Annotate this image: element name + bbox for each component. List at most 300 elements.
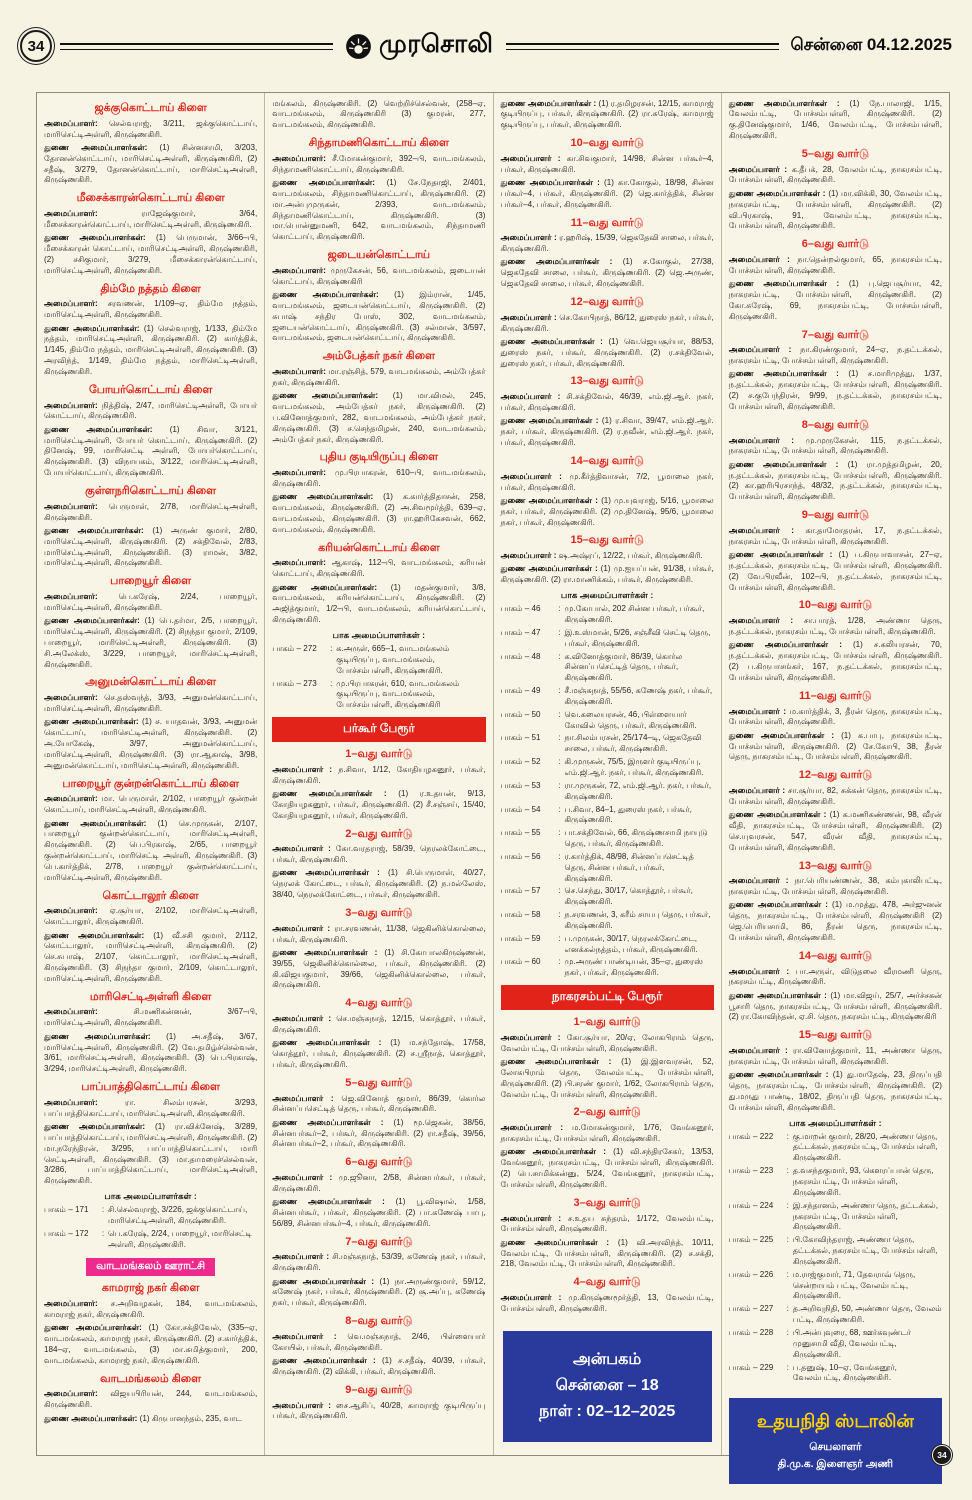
paagam-number: பாகம் – 60 [500, 957, 541, 967]
paagam-row [501, 686, 714, 708]
paragraph-label: துணை அமைப்பாளர்கள் : [728, 98, 840, 108]
paagam-text: கி.முருகன், 75/5, இருளர் குடியிருப்பு, எம்.ஜி.ஆர். நகர், பர்கூர், கிருஷ்ணகிரி. [564, 757, 704, 777]
member-paragraph [272, 367, 485, 389]
member-paragraph [44, 299, 257, 321]
page-number-badge: 34 [20, 30, 52, 62]
member-paragraph [729, 991, 942, 1024]
paragraph-label: அமைப்பாளர்: [44, 693, 98, 703]
branch-heading: 9–வது வார்டு [801, 509, 869, 522]
member-paragraph [272, 1332, 485, 1354]
paragraph-text: (1) சிவா, 3/121, மாரிசெட்டிஅள்ளி, போயர் கொட்டாய், கிருஷ்ணகிரி. (2) தினேஷ், 99, மாரிசெட்டி அள்ளி, போயர்கொட்டாய், கிருஷ்ணகிரி. (3) விநாயகம், 3/122, மாரிசெட்டிஅள்ளி, போயர்கொட்டாய், கிருஷ்ணகிரி. [44, 424, 258, 478]
signature-box [729, 1398, 942, 1484]
paragraph-label: துணை அமைப்பாளர்கள் : [728, 459, 839, 469]
paagam-row [729, 1328, 942, 1361]
paagam-text: ர.கார்த்திக், 48/98, சின்னப்பசெட்டித் தெரு, சின்ன பர்கூர், பர்கூர், கிருஷ்ணகிரி. [564, 851, 694, 883]
paagam-colon: : [558, 957, 561, 967]
paragraph-text: நா.கிரண்குமார், 24–ஏ, ந.தட்டக்கல், நாகரசம்பட்டி, போச்சம்பள்ளி, கிருஷ்ணகிரி. [728, 345, 942, 366]
paragraph-text: ரா.சரவணன், 11/38, ஜெகினிக்கொல்லை, பர்கூர், கிருஷ்ணகிரி. [272, 923, 486, 944]
paragraph-text: வெ.மஞ்சுநாத், 2/46, பிள்ளையார் கோயில், பர்கூர், கிருஷ்ணகிரி. [272, 1331, 486, 1352]
member-paragraph [44, 906, 257, 928]
paagam-colon: : [786, 1131, 789, 1141]
paagam-row [272, 644, 485, 677]
paragraph-label: அமைப்பாளர் : [500, 1213, 562, 1223]
paragraph-label: அமைப்பாளர் : [272, 764, 333, 774]
paragraph-text: (1) ர.தமிழரசன், 12/15, காமராஜ் குடியிருப்பு, பர்கூர், கிருஷ்ணகிரி. (2) ரா.சுரேஷ், காமராஜ் குடியிருப்பு, பர்கூர், கிருஷ்ணகிரி. [500, 98, 714, 130]
paagam-number: பாகம் – 49 [500, 686, 541, 696]
member-paragraph [501, 257, 714, 290]
paragraph-text: (1) க.கார்த்திதாசன், 258, வாடமங்கலம், கிருஷ்ணகிரி. (2) அ.சிவமூர்த்தி, 639–ஏ, வாடமங்கலம், கிருஷ்ணகிரி. (3) ரா.ஹரிகேசவன், 662, வாடமங்கலம், கிருஷ்ணகிரி. [272, 492, 486, 534]
paragraph-text: (1) மூ.ஜெகன், 38/56, சின்னபர்கூர்–2, பர்கூர், கிருஷ்ணகிரி. (2) ரா.சதீஷ், 39/56, சின்னபர்கூர்–2, பர்கூர், கிருஷ்ணகிரி. [272, 1117, 486, 1149]
member-paragraph [729, 99, 942, 142]
paragraph-label: துணை அமைப்பாளர்கள் : [500, 416, 599, 426]
member-paragraph [44, 119, 257, 141]
member-paragraph [272, 178, 485, 243]
member-paragraph [729, 550, 942, 593]
paragraph-text: சி.மணிகன்னன், 3/67–பி, மாரிசெட்டிஅள்ளி, கிருஷ்ணகிரி. [44, 1007, 258, 1028]
column-1 [37, 93, 265, 1455]
branch-heading: 5–வது வார்டு [801, 147, 869, 160]
paagam-text: த.அறிவுநிதி, 50, அண்ணா தெரு, வேலம் பட்டி, கிருஷ்ணகிரி. [792, 1304, 942, 1325]
paragraph-label: அமைப்பாளர்: [44, 1299, 98, 1309]
paragraph-label: துணை அமைப்பாளர்கள்: [44, 717, 139, 727]
paragraph-label: அமைப்பாளர்: [44, 1007, 98, 1017]
member-paragraph [272, 868, 485, 901]
paragraph-text: நா.தென்றல்குமார், 65, நாகரசம்பட்டி, போச்சம்பள்ளி, கிருஷ்ணகிரி. [728, 254, 942, 275]
member-paragraph [501, 1057, 714, 1100]
paragraph-label: அமைப்பாளர்: [272, 468, 326, 478]
paagam-text: பெ.கரேஷ், 2/24, பாறையூர், மாரிசெட்டி அள்ளி, கிருஷ்ணகிரி. [108, 1228, 252, 1249]
address-box-line: அன்பகம் [572, 1350, 642, 1368]
paragraph-label: துணை அமைப்பாளர்கள்: [272, 289, 379, 299]
paagam-number: பாகம் – 54 [500, 804, 541, 814]
paragraph-label: துணை அமைப்பாளர்கள் : [500, 1237, 610, 1247]
member-paragraph [729, 707, 942, 729]
paragraph-text: (1) கா.கோகுல், 18/98, சின்ன பர்கூர்–4, பர்கூர், கிருஷ்ணகிரி. (2) ஜெ.கார்த்திக், சின்ன பர்கூர்–4, பர்கூர், கிருஷ்ணகிரி. [500, 177, 714, 209]
paagam-number: பாகம் – 227 [728, 1304, 774, 1314]
paragraph-text: ம.மோகன்குமார், 1/76, வேங்கனூர், நாகரசம்பட்டி, போச்சம்பள்ளி, கிருஷ்ணகிரி. [500, 1123, 714, 1144]
paragraph-text: (1) சி.பெருமாள், 40/27, நெரலக் கோட்டை, பர்கூர், கிருஷ்ணகிரி. (2) ந.மல்லேஸ், 38/40, நெரலக்கோட்டை, பர்கூர், கிருஷ்ணகிரி. [272, 868, 486, 900]
paragraph-text: (1) வி.அரவிந்த், 10/11, வேலம்பட்டி, போச்சம்பள்ளி, கிருஷ்ணகிரி. (2) ச.சக்தி, 218, வேலம்பட்டி, போச்சம்பள்ளி, கிருஷ்ணகிரி. [500, 1237, 714, 1269]
paragraph-text: (1) வெ.ஜெயசூர்யா, 88/53, துரைஸ் நகர், பர்கூர், கிருஷ்ணகிரி. (2) ர.சக்திவேல், துரைஸ் நகர், பர்கூர், கிருஷ்ணகிரி. [500, 336, 714, 368]
paragraph-text: ஆகாஷ், 112–பி, வாடமங்கலம், கரியன் கொட்டாய், கிருஷ்ணகிரி. [272, 558, 486, 579]
paagam-number: பாகம் – 55 [500, 828, 541, 838]
branch-heading: புதிய குடியிருப்பு கிளை [319, 451, 439, 464]
paagam-colon: : [101, 1205, 105, 1215]
address-box-line: சென்னை – 18 [555, 1377, 659, 1395]
member-paragraph [729, 1046, 942, 1068]
branch-heading: போயர்கொட்டாய் கிளை [88, 383, 213, 396]
paragraph-text: (1) ர.சிவா, 39/47, எம்.ஜி.ஆர். நகர், பர்கூர், கிருஷ்ணகிரி. (2) ர.நவீன், எம்.ஜி.ஆர். நகர், பர்கூர், கிருஷ்ணகிரி. [500, 416, 714, 448]
paragraph-text: (1) மு.ஐயப்பன், 91/38, பர்கூர், கிருஷ்ணகிரி. (2) ரா.மாணிக்கம், பர்கூர், கிருஷ்ணகிரி. [500, 564, 714, 585]
paragraph-label: துணை அமைப்பாளர்கள்: [44, 142, 148, 152]
paagam-row [501, 886, 714, 908]
paagam-number: பாகம் – 224 [728, 1200, 774, 1210]
paagam-number: பாகம் – 48 [500, 651, 541, 661]
paagam-number: பாகம் – 46 [500, 604, 541, 614]
paagam-row [501, 710, 714, 732]
paragraph-text: (1) மா.விக்கி, 30, வேலம்பட்டி, நாகரசம்பட்டி, போச்சம்பள்ளி, கிருஷ்ணகிரி. (2) வி.பிரகாஷ், 91, வேலம்பட்டி, நாகரசம்பட்டி, போச்சம்பள்ளி, கிருஷ்ணகிரி. [728, 188, 943, 231]
member-paragraph [272, 924, 485, 946]
paagam-colon: : [558, 851, 561, 861]
paragraph-label: அமைப்பாளர் : [272, 1331, 337, 1341]
member-paragraph [272, 1038, 485, 1071]
member-paragraph [272, 1118, 485, 1151]
paagam-row [272, 679, 485, 712]
member-paragraph [272, 1094, 485, 1116]
paragraph-label: அமைப்பாளர் : [500, 471, 562, 481]
branch-heading: 13–வது வார்டு [570, 375, 644, 388]
member-paragraph [272, 558, 485, 580]
paagam-text: வெ.கலையரசன், 46, பிள்ளையார் கோவில் தெரு, பர்கூர், கிருஷ்ணகிரி. [564, 709, 697, 730]
paragraph-label: துணை அமைப்பாளர்கள்: [44, 525, 144, 535]
paagam-text: மு.அருண் பாண்டியன், 35–ஏ, துரைஸ் நகர், பர்கூர், கிருஷ்ணகிரி. [564, 957, 703, 978]
paagam-text: மு.பிரபாகரன், 610, வாடமங்கலம் குடியிருப்பு, வாடமங்கலம், போச்சம்பள்ளி, கிருஷ்ணகிரி [336, 678, 460, 710]
paragraph-label: துணை அமைப்பாளர்கள்: [44, 1413, 138, 1423]
column-4 [722, 93, 949, 1470]
member-paragraph [44, 324, 257, 378]
paragraph-label: அமைப்பாளர் : [500, 1032, 561, 1042]
branch-heading: 10–வது வார்டு [570, 137, 644, 150]
member-paragraph [729, 810, 942, 853]
paragraph-text: பெ.கரேஷ், 2/24, பாறையூர், மாரிசெட்டிஅள்ளி, கிருஷ்ணகிரி. [44, 592, 258, 612]
paragraph-label: துணை அமைப்பாளர்கள் : [272, 1356, 376, 1366]
paragraph-text: மங்கலம், கிருஷ்ணகிரி. (2) வெற்றிச்செல்வன், (258–ஏ, வாடமங்கலம், கிருஷ்ணகிரி (3) குமரன், 277, வாடமங்கலம், கிருஷ்ணகிரி. [272, 98, 486, 130]
paragraph-text: (1) சின்னசாமி, 3/203, தோனன்கொட்டாய், மாரிசெட்டிஅள்ளி, கிருஷ்ணகிரி, (2) சதீஷ், 3/279, தோனன்கொட்டாய், மாரிசெட்டிஅள்ளி, கிருஷ்ணகிரி. [44, 142, 258, 185]
paagam-number: பாகம் – 57 [500, 886, 541, 896]
member-paragraph [501, 337, 714, 370]
paagam-text: மு.கோபால், 202 சின்ன பர்கூர், பர்கூர், கிருஷ்ணகிரி. [564, 604, 705, 624]
paagam-text: க.அருள், 665–1, வாடமங்கலம் குடியிருப்பு, வாடமங்கலம், போச்சம்பள்ளி, கிருஷ்ணகிரி. [336, 643, 450, 675]
paragraph-label: துணை அமைப்பாளர்கள் : [500, 495, 598, 505]
paragraph-label: அமைப்பாளர் : [272, 844, 331, 854]
paagam-text: ம.ராஜ்குமார், 71, தேவராவ் தெரு, சென்றாயம் பட்டி, வேலம்பட்டி, கிருஷ்ணகிரி. [792, 1269, 916, 1301]
paragraph-label: அமைப்பாளர்: [44, 400, 98, 410]
member-paragraph [272, 492, 485, 535]
paragraph-label: துணை அமைப்பாளர்கள் : [272, 1197, 385, 1207]
paagam-number: பாகம் – 59 [500, 933, 541, 943]
paragraph-text: (1) செ.முருகன், 2/107, பாறையூர் குன்றன்கொட்டாய், மாரிசெட்டிஅள்ளி, கிருஷ்ணகிரி. (2) பெ.பிரகாஷ், 2/65, பாறையூர் குன்றன்கொட்டாய், மாரிசெட்டி அள்ளி, கிருஷ்ணகிரி. (3) பெ.கார்த்திக், 2/78, பாறையூர் குன்றன்கொட்டாய், மாரிசெட்டிஅள்ளி, கிருஷ்ணகிரி. [44, 818, 258, 882]
paragraph-text: மு.கிருஷ்ணமூர்த்தி, 13, வேலம்பட்டி, போச்சம்பள்ளி, கிருஷ்ணகிரி. [500, 1293, 714, 1313]
paragraph-label: அமைப்பாளர்: [44, 906, 98, 916]
member-paragraph [501, 99, 714, 132]
branch-heading: மீசைக்காரன்கொட்டாய் கிளை [76, 192, 225, 205]
paragraph-label: துணை அமைப்பாளர்கள்: [44, 930, 145, 940]
paragraph-label: துணை அமைப்பாளர்கள் : [272, 1117, 384, 1127]
paagam-colon: : [558, 804, 561, 814]
paragraph-text: கோ.சூர்யா, 20/ஏ, லோகபிராம் தெரு, வேலம்பட்டி, போச்சம்பள்ளி, கிருஷ்ணகிரி. [500, 1032, 714, 1053]
paagam-row [729, 1235, 942, 1268]
address-box [503, 1331, 712, 1442]
paragraph-text: நித்திஷ், 2/47, மாரிசெட்டிஅள்ளி, போயர் கொட்டாய், கிருஷ்ணகிரி. [44, 400, 258, 421]
paragraph-label: அமைப்பாளர் : [500, 312, 557, 322]
paragraph-label: துணை அமைப்பாளர்கள் : [500, 336, 603, 346]
paragraph-label: துணை அமைப்பாளர்கள் : [728, 369, 839, 379]
member-paragraph [44, 233, 257, 276]
paragraph-text: ந.சிவா, 1/12, கோதியழகனூர், பர்கூர், கிருஷ்ணகிரி. [272, 764, 486, 785]
panchayat-banner [44, 1256, 257, 1276]
paagam-colon: : [786, 1235, 789, 1245]
paragraph-text: (1) நா.அருண்குமார், 59/12, கணேஷ் நகர், பர்கூர், கிருஷ்ணகிரி. (2) சூ.அப்பு, கணேஷ் நகர், பர்கூர், கிருஷ்ணகிரி. [272, 1276, 486, 1308]
member-paragraph [501, 416, 714, 449]
member-paragraph [272, 1252, 485, 1274]
paagam-number: பாகம் – 50 [500, 709, 541, 719]
paragraph-label: அமைப்பாளர்: [272, 558, 326, 568]
member-paragraph [44, 1414, 257, 1425]
member-paragraph [44, 1323, 257, 1366]
paagam-row [501, 652, 714, 685]
member-paragraph [729, 255, 942, 277]
paragraph-label: அமைப்பாளர்: [44, 794, 98, 804]
paagam-row [729, 1166, 942, 1199]
paragraph-text: மா. பெருமாள், 2/102, பாறையூர் குன்றன் கொட்டாய், மாரிசெட்டிஅள்ளி, கிருஷ்ணகிரி. [44, 794, 258, 815]
member-paragraph [44, 592, 257, 614]
paragraph-label: அமைப்பாளர் : [728, 254, 790, 264]
paragraph-label: துணை அமைப்பாளர்கள்: [44, 424, 153, 434]
paagam-number: பாகம் – 58 [500, 910, 541, 920]
member-paragraph [729, 876, 942, 898]
branch-heading: 10–வது வார்டு [798, 599, 873, 612]
column-3 [494, 93, 722, 1455]
member-paragraph [501, 551, 714, 562]
branch-heading: 2–வது வார்டு [345, 827, 413, 840]
branch-heading: கொட்டாலூர் கிளை [102, 889, 199, 902]
branch-heading: பாறையூர் குன்றன்கொட்டாய் கிளை [62, 777, 239, 790]
paragraph-text: மு.கீர்த்திவாசன், 7/2, பூமாலை நகர், பர்கூர், கிருஷ்ணகிரி. [500, 471, 714, 492]
paragraph-text: (1) து.மாதேஷ், 23, திருப்பதி தெரு, நாகரசம்பட்டி, போச்சம்பள்ளி, கிருஷ்ணகிரி. (2) து.மருது பாண்டி, 18/02, திருப்பதி தெரு, நாகரசம்பட்டி, போச்சம்பள்ளி, கிருஷ்ணகிரி. [728, 1070, 942, 1112]
member-paragraph [44, 1032, 257, 1075]
branch-heading: 13–வது வார்டு [798, 859, 873, 872]
paragraph-text: நா.பெரியண்ணன், 38, கம்புகாலிபட்டி, நாகரசம்பட்டி, போச்சம்பள்ளி, கிருஷ்ணகிரி. [728, 876, 943, 897]
branch-heading: காமராஜ் நகர் கிளை [101, 1282, 200, 1295]
paragraph-text: (1) ம.முத்து, 478, அர்ஜுனன் தெரு, நாகரசம்பட்டி, போச்சம்பள்ளி, கிருஷ்ணகிரி (2) ஜெ.பெரியசாமி, 86, தீரன் தெரு, நாகரசம்பட்டி, போச்சம்பள்ளி, கிருஷ்ணகிரி. [728, 900, 943, 942]
paragraph-text: மு.ஜூனா, 2/58, சின்னபர்கூர், பர்கூர், கிருஷ்ணகிரி. [272, 1172, 486, 1193]
paragraph-label: அமைப்பாளர்: [272, 366, 326, 376]
member-paragraph [44, 1389, 257, 1411]
paragraph-text: (1) இ.இளவரசன், 52, லோகபிராம் தெரு, வேலம்பட்டி, போச்சம்பள்ளி, கிருஷ்ணகிரி. (2) பி.சரண் குமார், 1/62, லோகபிராம் தெரு, வேலம்பட்டி, போச்சம்பள்ளி, கிருஷ்ணகிரி. [500, 1057, 714, 1099]
member-paragraph [44, 794, 257, 816]
paagam-colon: : [786, 1166, 789, 1176]
paragraph-label: அமைப்பாளர் : [728, 616, 794, 626]
paagam-colon: : [558, 709, 561, 719]
member-paragraph [272, 1014, 485, 1036]
paragraph-label: துணை அமைப்பாளர்கள் : [728, 1070, 829, 1080]
paagam-text: க.வினோத்குமார், 86/39, கொர்ல சின்னப்பசெட்டித் தெரு, பர்கூர், கிருஷ்ணகிரி. [564, 651, 683, 683]
paragraph-label: துணை அமைப்பாளர்கள் : [272, 788, 387, 798]
paragraph-text: கா.சிவகுமார், 14/98, சின்ன பர்கூர்–4, பர்கூர், கிருஷ்ணகிரி. [500, 153, 714, 174]
paragraph-text: ரா. சிலம்பரசன், 3/293, பாப்பாத்திகொட்டாய், மாரிசெட்டிஅள்ளி, கிருஷ்ணகிரி. [44, 1097, 258, 1118]
paragraph-text: (1) அ.சதீஷ், 3/67, மாரிசெட்டிஅள்ளி, கிருஷ்ணகிரி. (2) வே.தமிழ்ச்செல்வன், 3/61, மாரிசெட்டிஅள்ளி, கிருஷ்ணகிரி. (3) பெ.பிரகாஷ், 3/294, மாரிசெட்டிஅள்ளி, கிருஷ்ணகிரி. [44, 1031, 258, 1074]
branch-heading: மாரிசெட்டிஅள்ளி கிளை [89, 990, 212, 1003]
paragraph-text: (1) பெ.தர்மா, 2/5, பாறையூர், மாரிசெட்டிஅள்ளி, கிருஷ்ணகிரி. (2) சிநந்தா குமார், 2/109, பாறையூர், மாரிசெட்டிஅள்ளி, கிருஷ்ணகிரி. (3) சி.அலேக்ஸ், 3/229, பாறையூர், மாரிசெட்டிஅள்ளி, கிருஷ்ணகிரி. [44, 616, 258, 669]
paragraph-label: துணை அமைப்பாளர்கள்: [44, 1121, 146, 1131]
branch-heading: 4–வது வார்டு [573, 1276, 641, 1289]
branch-heading: 11–வது வார்டு [799, 689, 872, 702]
paagam-colon: : [330, 678, 333, 688]
member-paragraph [729, 189, 942, 232]
member-paragraph [501, 1033, 714, 1055]
branch-heading: குள்ளநரிகொட்டாய் கிளை [85, 484, 217, 497]
branch-heading: திம்மே நத்தம் கிளை [100, 282, 201, 295]
paagam-text: ப.முருகன், 30/17, நெரலக்கோட்டை, எனக்கல்நத்தம், பர்கூர், கிருஷ்ணகிரி. [564, 933, 698, 954]
paragraph-text: (1) சே.நேதாஜி, 2/401, வாடமங்கலம், சிந்தாமணிகொட்டாய், கிருஷ்ணகிரி. (2) மா.அன்புமுருகன், 2/393, வாடமங்கலம், சிந்தாமணிகொட்டாய், கிருஷ்ணகிரி. (3) மா.பொன்னுமணி, 642, வாடமங்கலம், சிந்தாமணி கொட்டாய், கிருஷ்ணகிரி. [272, 177, 486, 242]
paragraph-text: ஏ.சூர்யா, 2/102, மாரிசெட்டிஅள்ளி, கொட்டாலூர், கிருஷ்ணகிரி. [44, 906, 258, 927]
branch-heading: 3–வது வார்டு [573, 1196, 641, 1209]
paagam-row [501, 910, 714, 932]
paragraph-label: துணை அமைப்பாளர்கள் : [728, 550, 833, 560]
paragraph-text: (1) ப.கிருபாவாசன், 27–ஏ, ந.தட்டக்கல், நாகரசம்பட்டி, போச்சம்பள்ளி, கிருஷ்ணகிரி. (2) வே.பிரவீன், 102–பி, ந.தட்டக்கல், நாகரசம்பட்டி, போச்சம்பள்ளி, கிருஷ்ணகிரி. [728, 550, 943, 592]
paragraph-label: அமைப்பாளர்: [44, 1097, 98, 1107]
paragraph-label: அமைப்பாளர் : [272, 1172, 333, 1182]
paragraph-label: அமைப்பாளர் : [728, 966, 790, 976]
paragraph-text: (1) ம.சந்தோஷ், 17/58, கொத்தூர், பர்கூர், கிருஷ்ணகிரி. (2) ச.ஸ்ரீநாத், கொத்தூர், பர்கூர், கிருஷ்ணகிரி. [272, 1038, 486, 1069]
branch-heading: 8–வது வார்டு [801, 418, 869, 431]
member-paragraph [272, 468, 485, 490]
paagam-text: இ.சந்தானம், அண்ணா தெரு, தட்டக்கல், நகரசம்பட்டி, போச்சம்பள்ளி, கிருஷ்ணகிரி. [792, 1200, 939, 1232]
paagam-row [501, 805, 714, 827]
paragraph-text: (1) ரா.முத்தமிழன், 20, ந.தட்டக்கல், நாகரசம்பட்டி, போச்சம்பள்ளி, கிருஷ்ணகிரி. (2) கா.ஹரிபிரசாந்த், 48/32, ந.தட்டக்கல், நாகரசம்பட்டி, போச்சம்பள்ளி, கிருஷ்ணகிரி. [728, 459, 942, 502]
paragraph-text: (1) ரா.விக்னேஷ், 3/289, பாப்பாத்திகொட்டாய், மாரிசெட்டிஅள்ளி, கிருஷ்ணகிரி. (2) மா.நரேந்திரன், 3/295, பாப்பாத்திகொட்டாய், மாரி செட்டிஅள்ளி, கிருஷ்ணகிரி. (3) மா.தாமரைச்செல்வன், 3/286, பாப்பாத்திகொட்டாய், மாரிசெட்டிஅள்ளி, கிருஷ்ணகிரி. [44, 1121, 258, 1186]
branch-heading: பாப்பாத்திகொட்டாய் கிளை [81, 1081, 220, 1094]
member-paragraph [272, 1197, 485, 1230]
paagam-row [729, 1270, 942, 1303]
member-paragraph [501, 1147, 714, 1190]
paragraph-text: (1) சி.கோபாலகிருஷ்ணன், 39/55, ஜெகினிக்கொல்லை, பர்கூர், கிருஷ்ணகிரி. (2) கி.விஜயகுமார், 39/66, ஜெகினிக்கொல்லை, பர்கூர், கிருஷ்ணகிரி. [272, 947, 486, 990]
paagam-number: பாகம் – 47 [500, 627, 541, 637]
edition-date: சென்னை 04.12.2025 [790, 35, 953, 54]
paragraph-text: விஜயபிரியன், 244, வாடமங்கலம், கிருஷ்ணகிரி. [44, 1389, 258, 1410]
paagam-text: சீ.மஞ்சுநாத், 55/56, கணேஷ் நகர், பர்கூர், கிருஷ்ணகிரி. [564, 686, 713, 706]
member-paragraph [501, 1238, 714, 1271]
paragraph-label: அமைப்பாளர் : [728, 706, 787, 716]
branch-heading: 14–வது வார்டு [798, 949, 873, 962]
paragraph-text: (1) இம்ரான், 1/45, வாடமங்கலம், ஜடையன்கொட்டாய், கிருஷ்ணகிரி. (2) சுபாஷ் சந்திர போஸ், 302, வாடமங்கலம், ஜடையன்கொட்டாய், கிருஷ்ணகிரி. (3) சல்மான், 3/597, வாடமங்கலம், ஜடையன்கொட்டாய், கிருஷ்ணகிரி. [272, 289, 486, 343]
paragraph-text: (1) ச.சதீஷ், 40/39, பர்கூர், கிருஷ்ணகிரி. (2) விக்கி, பர்கூர், கிருஷ்ணகிரி. [272, 1356, 486, 1376]
paagam-colon: : [786, 1200, 789, 1210]
paragraph-label: அமைப்பாளர்: [44, 118, 98, 128]
member-paragraph [44, 693, 257, 715]
paragraph-label: துணை அமைப்பாளர்கள்: [44, 616, 140, 626]
paragraph-label: துணை அமைப்பாளர்கள்: [44, 1323, 142, 1333]
paagam-text: செ.செந்து, 30/17, கொத்தூர், பர்கூர், கிருஷ்ணகிரி. [564, 886, 693, 907]
paragraph-label: அமைப்பாளர் : [272, 923, 331, 933]
paragraph-label: துணை அமைப்பாளர்கள்: [272, 492, 374, 502]
member-paragraph [272, 1277, 485, 1310]
paagam-number: பாகம் – 51 [500, 733, 541, 743]
masthead-title: முரசொலி [379, 30, 494, 58]
member-paragraph [44, 502, 257, 524]
header-rule-left [60, 43, 333, 50]
paagam-number: பாகம் – 226 [728, 1269, 774, 1279]
member-paragraph [44, 1007, 257, 1029]
paragraph-text: கோ.வரதராஜ், 58/39, நெரலக்கோட்டை, பர்கூர், கிருஷ்ணகிரி. [272, 844, 486, 865]
branch-heading: 7–வது வார்டு [345, 1235, 413, 1248]
paagam-colon: : [558, 627, 561, 637]
paragraph-text: செல்வராஜ், 3/211, ஜக்குகொட்டாய், மாரிசெட்டிஅள்ளி, கிருஷ்ணகிரி. [44, 118, 258, 139]
member-paragraph [272, 1173, 485, 1195]
paagam-colon: : [330, 643, 333, 653]
paagam-row [501, 628, 714, 650]
member-paragraph [272, 1401, 485, 1423]
paragraph-text: செ.மஞ்சுநாத், 12/15, கொத்தூர், பர்கூர், கிருஷ்ணகிரி. [272, 1014, 486, 1034]
member-paragraph [501, 496, 714, 529]
paragraph-text: ச.அறிவழகன், 184, வாடமங்கலம், காமராஜ் நகர், கிருஷ்ணகிரி. [44, 1299, 258, 1319]
paragraph-label: அமைப்பாளர் : [728, 1046, 788, 1056]
paagam-colon: : [558, 828, 561, 838]
paragraph-label: அமைப்பாளர் : [500, 392, 561, 402]
member-paragraph [272, 391, 485, 445]
member-paragraph [272, 290, 485, 344]
member-paragraph [44, 931, 257, 985]
member-paragraph [501, 233, 714, 255]
member-paragraph [501, 1293, 714, 1315]
paagam-text: கு.மாறன் குமார், 28/20, அண்ணா தெரு, தட்டக்கல், நகரசம்பட்டி, போச்சம்பள்ளி, கிருஷ்ணகிரி. [792, 1131, 938, 1163]
branch-heading: ஜக்குகொட்டாய் கிளை [94, 102, 207, 114]
paragraph-label: அமைப்பாளர்: [44, 501, 98, 511]
masthead [341, 30, 498, 62]
paragraph-label: அமைப்பாளர் : [728, 345, 792, 355]
member-paragraph [44, 401, 257, 423]
branch-heading: 2–வது வார்டு [573, 1106, 641, 1119]
page-content [36, 92, 950, 1470]
paragraph-text: செ.தஸ்வந்த், 3/93, அனுமன்கொட்டாய், மாரிசெட்டிஅள்ளி, கிருஷ்ணகிரி. [44, 693, 258, 713]
paragraph-label: துணை அமைப்பாளர்கள் : [272, 1276, 375, 1286]
paagam-text: ப.சிவா, 84–1, துரைஸ் நகர், பர்கூர், கிருஷ்ணகிரி. [564, 804, 692, 825]
header-rule-right [506, 43, 779, 50]
member-paragraph [272, 844, 485, 866]
paragraph-label: துணை அமைப்பாளர்கள் : [728, 279, 840, 289]
paagam-subheading: பாக அமைப்பாளர்கள் : [332, 629, 426, 640]
branch-heading: 14–வது வார்டு [570, 454, 644, 467]
paragraph-label: துணை அமைப்பாளர்கள் : [272, 868, 380, 878]
town-banner: பர்கூர் பேரூர் [272, 717, 485, 742]
paagam-number: பாகம் – 223 [728, 1166, 774, 1176]
paragraph-text: ம.கார்த்திக், 3, தீரன் தெரு, நாகரசம்பட்டி, போச்சம்பள்ளி, கிருஷ்ணகிரி. [728, 706, 942, 727]
paragraph-text: (1) கோ.சக்திவேல், (335–ஏ, வாடமங்கலம், காமராஜ் நகர், கிருஷ்ணகிரி. (2) ச.கார்த்திக், 184–ஏ, வாடமங்கலம், (3) மா.சுமித்குமார், 200, வாடமங்கலம், காமராஜ் நகர், கிருஷ்ணகிரி. [44, 1323, 258, 1365]
footer-page-number: 34 [932, 1445, 952, 1465]
branch-heading: 7–வது வார்டு [801, 328, 869, 341]
paragraph-label: அமைப்பாளர் : [500, 1123, 564, 1133]
member-paragraph [501, 1123, 714, 1145]
branch-heading: 11–வது வார்டு [570, 216, 644, 229]
branch-heading: 12–வது வார்டு [798, 769, 873, 782]
paragraph-label: துணை அமைப்பாளர்கள் : [500, 1057, 612, 1067]
paagam-row [501, 934, 714, 956]
paragraph-label: துணை அமைப்பாளர்கள் : [500, 257, 613, 267]
paagam-text: ந.சரவணன், 3, கரீம் சாயபு தெரு, பர்கூர், கிருஷ்ணகிரி. [564, 910, 711, 930]
paagam-row [501, 852, 714, 885]
member-paragraph [272, 1356, 485, 1378]
paragraph-label: அமைப்பாளர்: [44, 299, 98, 309]
member-paragraph [272, 99, 485, 132]
paagam-text: நா.சிலம்பரசன், 25/174–டி, ஜெகதேவி சாலை, பர்கூர், கிருஷ்ணகிரி. [564, 733, 702, 754]
member-paragraph [729, 640, 942, 683]
paagam-number: பாகம் – 56 [500, 851, 541, 861]
member-paragraph [272, 948, 485, 991]
member-paragraph [272, 154, 485, 176]
paragraph-text: (1) க.பாபு, நாகரசம்பட்டி, போச்சம்பள்ளி, கிருஷ்ணகிரி. (2) சே.கோபி, 38, தீரன் தெரு, நாகரசம்பட்டி, போச்சம்பள்ளி, கிருஷ்ணகிரி. [728, 730, 942, 762]
branch-heading: 8–வது வார்டு [345, 1315, 413, 1328]
paagam-number: பாகம் – 53 [500, 780, 541, 790]
paagam-text: த.வசந்தகுமார், 93, கௌரப்பான் தெரு, நகரசம்பட்டி, போச்சம்பள்ளி, கிருஷ்ணகிரி. [792, 1166, 934, 1197]
branch-heading: சிந்தாமணிகொட்டாய் கிளை [308, 137, 449, 150]
paragraph-text: மு.பிரபாகரன், 610–பி, வாடமங்கலம், கிருஷ்ணகிரி. [272, 468, 486, 488]
branch-heading: 6–வது வார்டு [801, 238, 869, 251]
branch-heading: அம்பேத்கர் நகர் கிளை [322, 350, 436, 363]
paragraph-label: அமைப்பாளர்: [44, 209, 98, 219]
paragraph-label: துணை அமைப்பாளர்கள் : [500, 177, 600, 187]
branch-heading: 3–வது வார்டு [345, 906, 413, 919]
paragraph-label: துணை அமைப்பாளர்கள்: [44, 233, 146, 243]
